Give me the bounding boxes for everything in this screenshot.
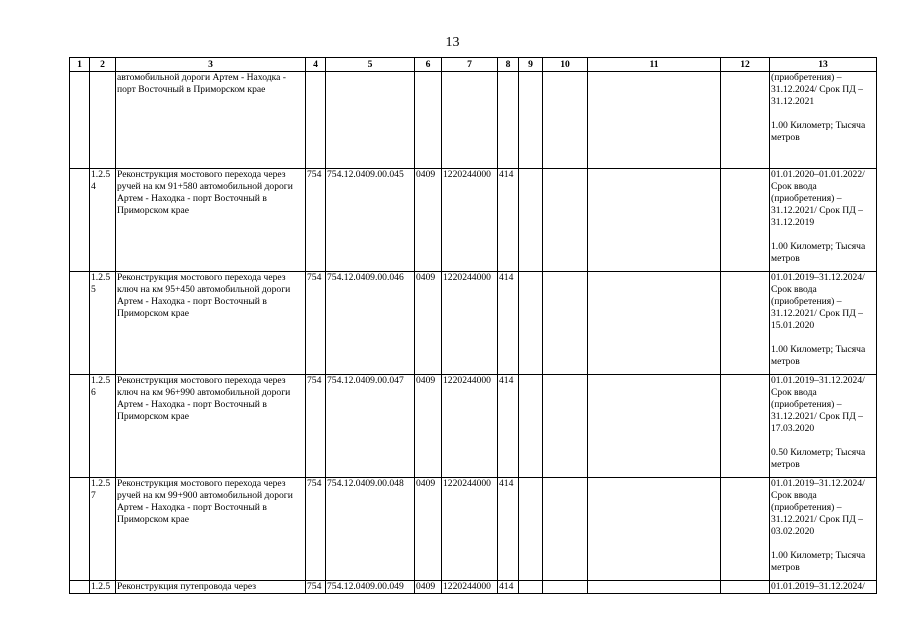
cell-c7: 1220244000: [442, 375, 498, 478]
page-number: 13: [445, 35, 460, 50]
cell-c13-line: 31.12.2024/ Срок ПД –: [771, 84, 863, 95]
cell-c5: 754.12.0409.00.046: [326, 272, 415, 375]
column-header-9: 9: [519, 58, 543, 72]
column-header-12: 12: [721, 58, 770, 72]
cell-c13-line: 31.12.2019: [771, 217, 815, 228]
cell-c2: 1.2.5: [90, 581, 116, 594]
column-header-2: 2: [90, 58, 116, 72]
cell-c13-line: 31.12.2021/ Срок ПД –: [771, 411, 863, 422]
cell-c13-line: [771, 435, 875, 447]
cell-c13-line: (приобретения) –: [771, 193, 842, 204]
cell-c1: [70, 375, 90, 478]
cell-c10: [543, 478, 588, 581]
cell-c8: 414: [498, 581, 519, 594]
cell-c3: Реконструкция путепровода через: [116, 581, 306, 594]
cell-c12: [721, 169, 770, 272]
cell-c13: [770, 581, 877, 594]
cell-c2: 1.2.5 7: [90, 478, 116, 581]
table-row: [70, 375, 877, 478]
cell-c6: 0409: [415, 581, 442, 594]
cell-c13: [770, 478, 877, 581]
cell-c9: [519, 72, 543, 169]
cell-c13-line: (приобретения) –: [771, 502, 842, 513]
cell-c13-line: [771, 229, 875, 241]
cell-c2: 1.2.5 4: [90, 169, 116, 272]
cell-c13-line: 31.12.2021: [771, 96, 815, 107]
cell-c4: 754: [306, 478, 326, 581]
cell-c13-line: метров: [771, 253, 800, 264]
data-table: [69, 57, 877, 594]
cell-c13-line: 17.03.2020: [771, 423, 815, 434]
cell-c13-line: 1.00 Километр; Тысяча: [771, 241, 866, 252]
cell-c4: 754: [306, 375, 326, 478]
cell-c13: [770, 272, 877, 375]
cell-c2: 1.2.5 6: [90, 375, 116, 478]
cell-c6: 0409: [415, 478, 442, 581]
cell-c10: [543, 581, 588, 594]
cell-c8: 414: [498, 478, 519, 581]
cell-c3: Реконструкция мостового перехода через ключ на км 95+450 автомобильной дороги Артем - Находка - порт Восточный в Приморском крае: [116, 272, 306, 375]
cell-c10: [543, 272, 588, 375]
cell-c3: Реконструкция мостового перехода через ручей на км 99+900 автомобильной дороги Артем - Находка - порт Восточный в Приморском крае: [116, 478, 306, 581]
cell-c4: [306, 72, 326, 169]
cell-c8: 414: [498, 375, 519, 478]
cell-c5: 754.12.0409.00.045: [326, 169, 415, 272]
cell-c9: [519, 375, 543, 478]
cell-c13: [770, 72, 877, 169]
cell-c13-line: 31.12.2021/ Срок ПД –: [771, 514, 863, 525]
column-header-3: 3: [116, 58, 306, 72]
column-header-11: 11: [588, 58, 721, 72]
cell-c13-line: (приобретения) –: [771, 399, 842, 410]
cell-c5: 754.12.0409.00.047: [326, 375, 415, 478]
cell-c2: [90, 72, 116, 169]
cell-c13-line: [771, 538, 875, 550]
cell-c7: 1220244000: [442, 169, 498, 272]
cell-c8: 414: [498, 272, 519, 375]
cell-c11: [588, 272, 721, 375]
cell-c9: [519, 272, 543, 375]
cell-c13-line: 1.00 Километр; Тысяча: [771, 550, 866, 561]
cell-c10: [543, 72, 588, 169]
cell-c13-line: 01.01.2020–01.01.2022/: [771, 169, 865, 180]
cell-c13-line: [771, 332, 875, 344]
cell-c9: [519, 581, 543, 594]
cell-c2: 1.2.5 5: [90, 272, 116, 375]
cell-c13-line: 01.01.2019–31.12.2024/: [771, 272, 865, 283]
cell-c5: [326, 72, 415, 169]
cell-c6: 0409: [415, 272, 442, 375]
cell-c10: [543, 169, 588, 272]
cell-c11: [588, 478, 721, 581]
header-row: [70, 58, 877, 72]
cell-c13-line: (приобретения) –: [771, 296, 842, 307]
cell-c3: Реконструкция мостового перехода через ручей на км 91+580 автомобильной дороги Артем - Находка - порт Восточный в Приморском крае: [116, 169, 306, 272]
cell-c13: [770, 169, 877, 272]
cell-c7: 1220244000: [442, 478, 498, 581]
cell-c12: [721, 72, 770, 169]
cell-c12: [721, 478, 770, 581]
cell-c13-line: метров: [771, 132, 800, 143]
cell-c13-line: 1.00 Километр; Тысяча: [771, 120, 866, 131]
cell-c5: 754.12.0409.00.048: [326, 478, 415, 581]
column-header-6: 6: [415, 58, 442, 72]
cell-c7: [442, 72, 498, 169]
cell-c6: 0409: [415, 375, 442, 478]
table-row: [70, 272, 877, 375]
cell-c13-line: 31.12.2021/ Срок ПД –: [771, 308, 863, 319]
cell-c12: [721, 581, 770, 594]
cell-c13-line: 0.50 Километр; Тысяча: [771, 447, 866, 458]
cell-c13-line: метров: [771, 562, 800, 573]
cell-c13-line: 01.01.2019–31.12.2024/: [771, 375, 865, 386]
column-header-7: 7: [442, 58, 498, 72]
cell-c7: 1220244000: [442, 581, 498, 594]
cell-c13-line: 01.01.2019–31.12.2024/: [771, 478, 865, 489]
cell-c1: [70, 72, 90, 169]
cell-c11: [588, 72, 721, 169]
cell-c9: [519, 478, 543, 581]
cell-c13-line: метров: [771, 459, 800, 470]
cell-c1: [70, 478, 90, 581]
cell-c13-line: Срок ввода: [771, 181, 817, 192]
column-header-5: 5: [326, 58, 415, 72]
cell-c4: 754: [306, 581, 326, 594]
cell-c1: [70, 169, 90, 272]
cell-c13-line: 1.00 Километр; Тысяча: [771, 344, 866, 355]
column-header-13: 13: [770, 58, 877, 72]
cell-c6: [415, 72, 442, 169]
cell-c12: [721, 375, 770, 478]
cell-c13-line: 03.02.2020: [771, 526, 815, 537]
cell-c8: [498, 72, 519, 169]
cell-c13-line: Срок ввода: [771, 490, 817, 501]
cell-c13: [770, 375, 877, 478]
cell-c11: [588, 375, 721, 478]
cell-c1: [70, 272, 90, 375]
cell-c6: 0409: [415, 169, 442, 272]
cell-c11: [588, 581, 721, 594]
cell-c9: [519, 169, 543, 272]
cell-c3: автомобильной дороги Артем - Находка - порт Восточный в Приморском крае: [116, 72, 306, 169]
column-header-8: 8: [498, 58, 519, 72]
table-row: [70, 72, 877, 169]
cell-c12: [721, 272, 770, 375]
column-header-10: 10: [543, 58, 588, 72]
table-row: [70, 169, 877, 272]
cell-c13-line: метров: [771, 356, 800, 367]
cell-c13-line: Срок ввода: [771, 387, 817, 398]
cell-c1: [70, 581, 90, 594]
cell-c13-line: 01.01.2019–31.12.2024/: [771, 581, 865, 592]
cell-c13-line: (приобретения) –: [771, 72, 842, 83]
table-row: [70, 478, 877, 581]
cell-c13-line: 15.01.2020: [771, 320, 815, 331]
cell-c10: [543, 375, 588, 478]
table-row: [70, 581, 877, 594]
column-header-1: 1: [70, 58, 90, 72]
cell-c11: [588, 169, 721, 272]
cell-c5: 754.12.0409.00.049: [326, 581, 415, 594]
cell-c4: 754: [306, 169, 326, 272]
cell-c13-line: [771, 108, 875, 120]
cell-c13-line: Срок ввода: [771, 284, 817, 295]
cell-c3: Реконструкция мостового перехода через ключ на км 96+990 автомобильной дороги Артем - Находка - порт Восточный в Приморском крае: [116, 375, 306, 478]
cell-c8: 414: [498, 169, 519, 272]
column-header-4: 4: [306, 58, 326, 72]
cell-c4: 754: [306, 272, 326, 375]
cell-c13-line: 31.12.2021/ Срок ПД –: [771, 205, 863, 216]
cell-c7: 1220244000: [442, 272, 498, 375]
